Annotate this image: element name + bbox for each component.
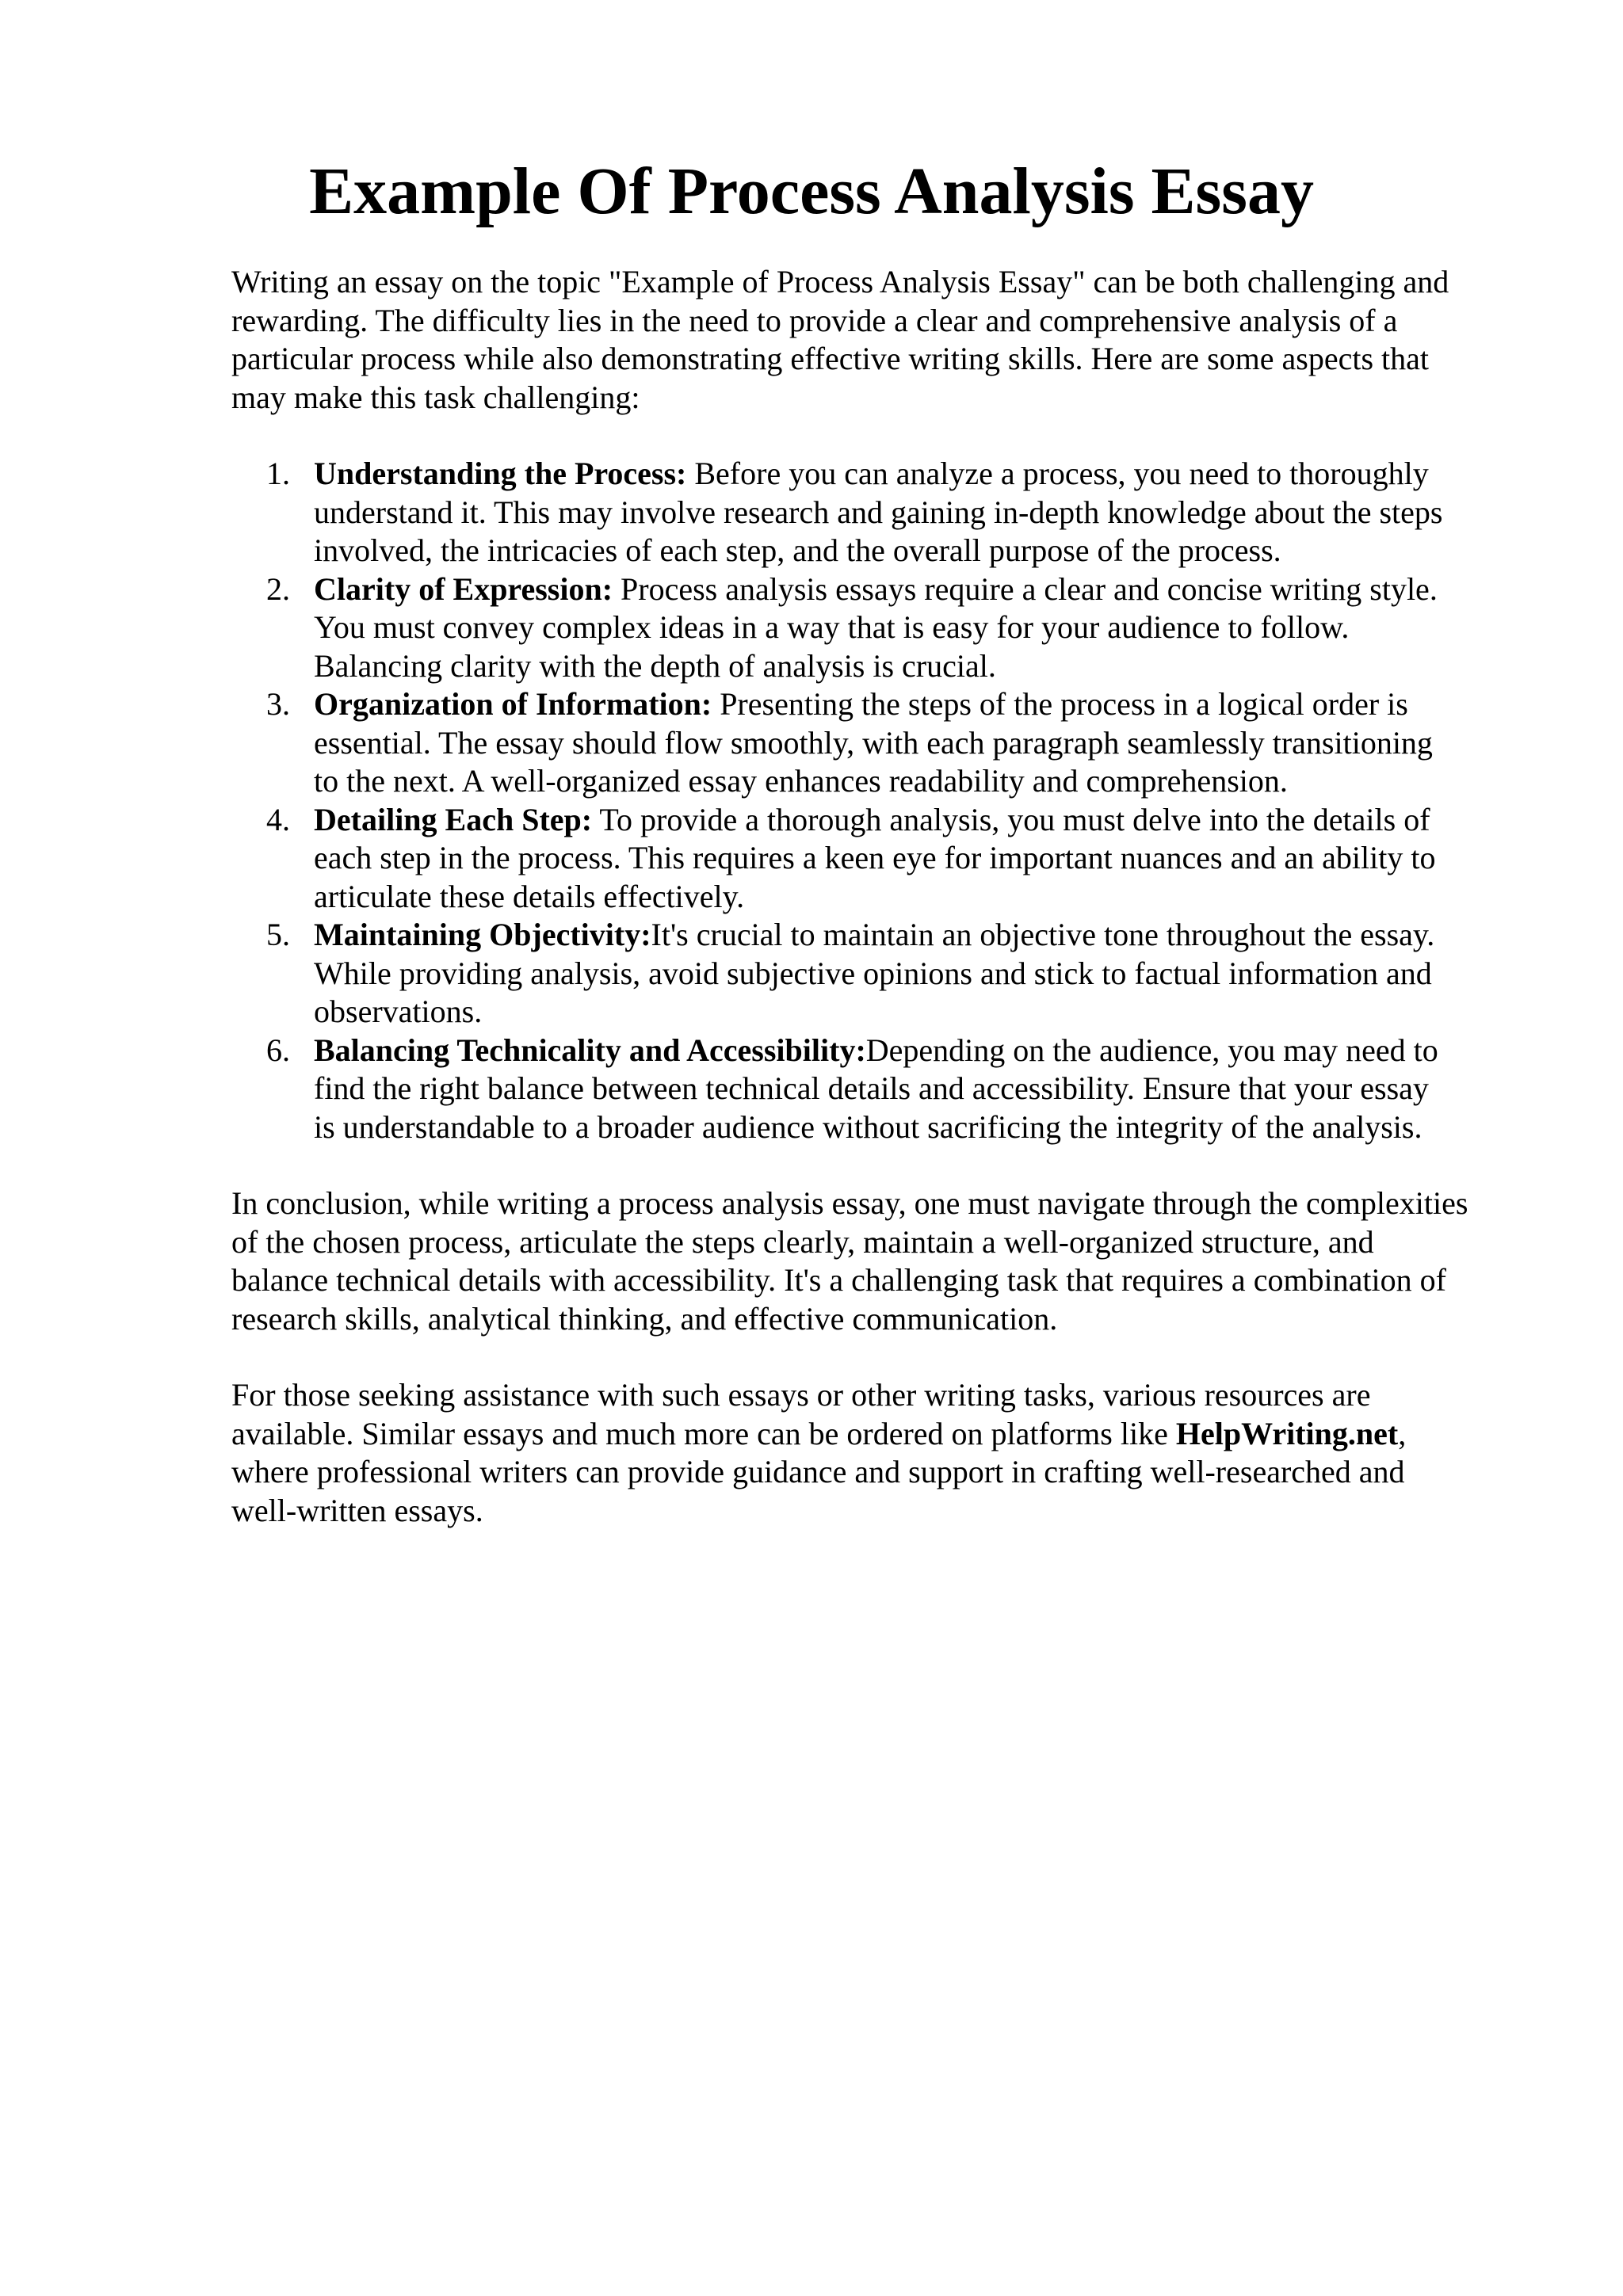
list-item-title: Understanding the Process: [314,456,687,491]
list-item-first-line [314,916,1531,955]
list-item-line: is understandable to a broader audience without sacrificing the integrity of the analysis. [314,1108,1423,1145]
conclusion-line: In conclusion, while writing a process analysis essay, one must navigate through the complexities [231,1185,1468,1221]
paragraph-spacer [231,1338,1531,1376]
list-item-text: Before you can analyze a process, you need to thoroughly [686,456,1429,491]
list-item [231,685,1531,801]
document-body [231,263,1531,1530]
closing-paragraph [231,1376,1531,1530]
closing-text: available. Similar essays and much more can be ordered on platforms like [231,1415,1176,1451]
helpwriting-brand: HelpWriting.net [1175,1415,1399,1451]
list-item [231,1032,1531,1147]
conclusion-paragraph [231,1184,1531,1338]
list-item-number: 6. [266,1032,290,1068]
closing-line: well-written essays. [231,1492,483,1528]
document-title: Example Of Process Analysis Essay [309,154,1314,228]
list-item-line: Balancing clarity with the depth of analysis is crucial. [314,647,996,684]
list-item-line: to the next. A well-organized essay enhances readability and comprehension. [314,763,1288,799]
list-item-line: find the right balance between technical details and accessibility. Ensure that your essay [314,1070,1429,1106]
list-item-line: understand it. This may involve research and gaining in-depth knowledge about the steps [314,494,1443,530]
list-item-line: observations. [314,994,483,1029]
list-item-text: To provide a thorough analysis, you must delve into the details of [592,801,1430,837]
list-item [231,916,1531,1032]
list-item-first-line [314,455,1531,494]
list-item-title: Balancing Technicality and Accessibility: [314,1032,866,1068]
list-item-line: articulate these details effectively. [314,878,745,914]
intro-paragraph [231,263,1531,417]
list-item-title: Clarity of Expression: [314,570,613,607]
intro-line: may make this task challenging: [231,379,640,415]
closing-line [231,1415,1531,1454]
intro-line: Writing an essay on the topic "Example of Process Analysis Essay" can be both challenging and [231,264,1449,299]
list-item-line: essential. The essay should flow smoothly, with each paragraph seamlessly transitioning [314,724,1433,761]
list-item [231,570,1531,686]
list-item-title: Organization of Information: [314,686,712,722]
challenges-list [231,455,1531,1146]
list-item-text: Process analysis essays require a clear and concise writing style. [613,570,1438,607]
paragraph-spacer [231,417,1531,455]
list-item-number: 2. [266,570,290,607]
list-item-title: Detailing Each Step: [314,801,593,837]
list-item-text: Depending on the audience, you may need to [865,1032,1438,1068]
list-item-number: 3. [266,686,290,722]
intro-line: particular process while also demonstrating effective writing skills. Here are some aspects that [231,341,1429,376]
list-item-number: 5. [266,917,290,952]
closing-line: For those seeking assistance with such essays or other writing tasks, various resources are [231,1377,1371,1413]
list-item-first-line [314,801,1531,840]
list-item-first-line [314,685,1531,724]
conclusion-line: balance technical details with accessibility. It's a challenging task that requires a combination of [231,1262,1446,1298]
list-item-line: involved, the intricacies of each step, and the overall purpose of the process. [314,532,1281,568]
intro-line: rewarding. The difficulty lies in the need to provide a clear and comprehensive analysis of a [231,302,1398,338]
list-item-first-line [314,1032,1531,1070]
closing-line: where professional writers can provide guidance and support in crafting well-researched and [231,1454,1405,1489]
list-item-line: While providing analysis, avoid subjective opinions and stick to factual information and [314,955,1432,991]
conclusion-line: research skills, analytical thinking, and effective communication. [231,1300,1058,1337]
list-item-line: each step in the process. This requires a keen eye for important nuances and an ability to [314,840,1436,875]
list-item-line: You must convey complex ideas in a way that is easy for your audience to follow. [314,609,1350,645]
list-item-number: 1. [266,456,290,491]
list-item-number: 4. [266,801,290,837]
list-item-title: Maintaining Objectivity: [314,917,651,952]
conclusion-line: of the chosen process, articulate the steps clearly, maintain a well-organized structure, and [231,1223,1374,1260]
list-item-text: Presenting the steps of the process in a logical order is [712,686,1408,722]
list-item [231,801,1531,917]
closing-text: , [1398,1415,1407,1451]
list-item-first-line [314,570,1531,609]
list-item [231,455,1531,570]
list-item-text: It's crucial to maintain an objective tone throughout the essay. [651,917,1435,952]
paragraph-spacer [231,1146,1531,1184]
